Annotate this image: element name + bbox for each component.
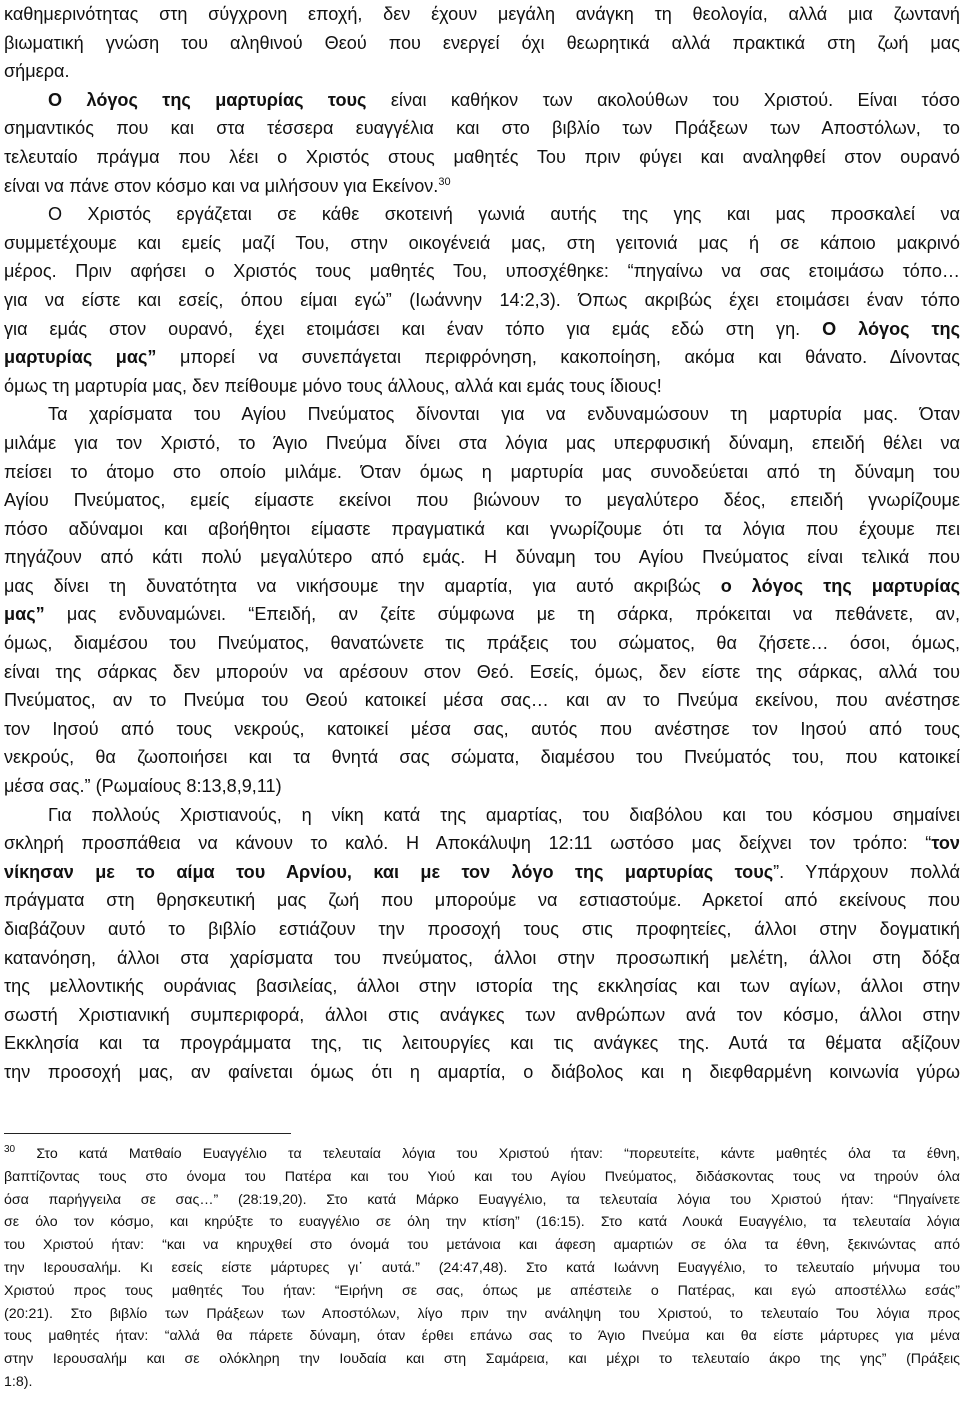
footnote: [4, 1143, 960, 1394]
text-span: για εμάς στον ουρανό, έχει ετοιμάσει και έναν τόπο για εμάς εδώ στη γη.: [4, 318, 823, 339]
text-span: είναι καθήκον των ακολούθων του Χριστού. Είναι τόσο: [366, 89, 960, 110]
text-line: κατανόηση, άλλοι στα χαρίσματα του πνεύματος, άλλοι στην προσωπική μελέτη, άλλοι στη δόξα: [4, 947, 960, 968]
bold-phrase: ο λόγος της μαρτυρίας: [720, 575, 960, 596]
bold-phrase: μαρτυρίας μας”: [4, 347, 157, 368]
text-line: είναι της σάρκας δεν μπορούν να αρέσουν στον Θεό. Εσείς, όμως, δεν είστε της σάρκας, αλλά του: [4, 661, 960, 682]
text-line: για να είστε και εσείς, όπου είμαι εγώ” (Ιωάννην 14:2,3). Όπως ακριβώς έχει ετοιμάσει έναν τόπο: [4, 289, 960, 310]
text-line: της μελλοντικής ουράνιας βασιλείας, άλλοι στην ιστορία της εκκλησίας και των αγίων, άλλοι στην: [4, 976, 960, 997]
text-line: [4, 172, 960, 201]
text-line: πράγματα στη θρησκευτική μας ζωή που μπορούμε να εστιαστούμε. Αρκετοί από εκείνους που: [4, 890, 960, 911]
footnote-number: 30: [4, 1144, 16, 1155]
text-line: Αγίου Πνεύματος, εμείς είμαστε εκείνοι που βιώνουν το μεγαλύτερο δέος, επειδή γνωρίζουμε: [4, 490, 960, 511]
text-line: συμμετέχουμε και εμείς μαζί Του, στην οικογένειά μας, στη γειτονιά μας ή σε κάποιο μακρινό: [4, 232, 960, 253]
footnote-line: (20:21). Στο βιβλίο των Πράξεων των Αποστόλων, λίγο πριν την ανάληψη του Χριστού, το τελευταίο Του λόγια προς: [4, 1305, 960, 1322]
footnote-line: βαπτίζοντας τους στο όνομα του Πατέρα και του Υιού και του Αγίου Πνεύματος, διδάσκοντας τους να τηρούν όλα: [4, 1168, 960, 1185]
text-span: μπορεί να συνεπάγεται περιφρόνηση, κακοποίηση, ακόμα και θάνατο. Δίνοντας: [156, 347, 960, 368]
text-line: σωστή Χριστιανική συμπεριφορά, άλλοι στις ανάγκες των ανθρώπων ανά τον κόσμο, άλλοι στην: [4, 1004, 960, 1025]
text-line: πείσει το άτομο στο οποίο μιλάμε. Όταν όμως η μαρτυρία μας συνοδεύεται από τη δύναμη του: [4, 461, 960, 482]
text-line: σήμερα.: [4, 61, 70, 82]
text-line: μέσα σας.” (Ρωμαίους 8:13,8,9,11): [4, 776, 282, 797]
bold-phrase: Ο λόγος της: [822, 318, 960, 339]
text-line: Για πολλούς Χριστιανούς, η νίκη κατά της αμαρτίας, του διαβόλου και του κόσμου σημαίνει: [48, 804, 960, 825]
footnote-line: σε όλο τον κόσμο, και κηρύξτε το ευαγγέλιο σε όλη την κτίση” (16:15). Στο κατά Λουκά Ευαγγέλιο, τα τελευταία λόγια: [4, 1214, 960, 1231]
footnote-line: 1:8).: [4, 1373, 33, 1390]
text-line: Πνεύματος, αν το Πνεύμα του Θεού κατοικεί μέσα σας… και αν το Πνεύμα εκείνου, που ανέστησε: [4, 690, 960, 711]
text-line: [4, 315, 960, 344]
bold-phrase: Ο λόγος της μαρτυρίας τους: [48, 89, 367, 110]
footnote-line: τους μαθητές ήταν: “αλλά θα πάρετε δύναμη, όταν έρθει επάνω σας το Άγιο Πνεύμα και θα είστε μάρτυρες για μένα: [4, 1328, 960, 1345]
text-line: πηγάζουν από κάτι πολύ μεγαλύτερο από εμάς. Η δύναμη του Αγίου Πνεύματος είναι τελικά που: [4, 547, 960, 568]
text-line: την προσοχή μας, αν φαίνεται όμως ότι η αμαρτία, ο διάβολος και η διεφθαρμένη κοινωνία γύρω: [4, 1061, 960, 1082]
footnote-line: στην Ιερουσαλήμ και σε ολόκληρη την Ιουδαία και στη Σαμάρεια, και μέχρι το τελευταίο άκρο της γης” (Πράξεις: [4, 1351, 960, 1368]
bold-phrase: τον: [931, 833, 960, 854]
text-line: [4, 572, 960, 601]
footnote-line: όσα παρήγγειλα σε σας…” (28:19,20). Στο κατά Μάρκο Ευαγγέλιο, τα τελευταία λόγια του Χριστού ήταν: “Πηγαίνετε: [4, 1191, 960, 1208]
text-line: τον Ιησού από τους νεκρούς, κατοικεί μέσα σας, αυτός που ανέστησε τον Ιησού από τους: [4, 718, 960, 739]
text-line: τελευταίο πράγμα που λέει ο Χριστός στους μαθητές Του πριν φύγει και αναληφθεί στον ουρανό: [4, 146, 960, 167]
text-line: [4, 829, 960, 858]
text-line: Εκκλησία και τα προγράμματα της, τις λειτουργίες και τις ανάγκες της. Αυτά τα θέματα αξίζουν: [4, 1033, 960, 1054]
footnote-line: του Χριστού ήταν: “και να κηρυχθεί στο όνομά του μετάνοια και άφεση αμαρτιών σε όλα τα έθνη, ξεκινώντας από: [4, 1237, 960, 1254]
text-line: όμως τη μαρτυρία μας, δεν πείθουμε μόνο τους άλλους, αλλά και εμάς τους ίδιους!: [4, 375, 662, 396]
footnote-line: την Ιερουσαλήμ. Κι εσείς είστε μάρτυρες γι᾽ αυτά.” (24:47,48). Στο κατά Ιωάννη Ευαγγέλιο, το τελευταίο μήνυμα του: [4, 1259, 960, 1276]
bold-phrase: μας”: [4, 604, 45, 625]
text-line: σημαντικός που και στα τέσσερα ευαγγέλια και στο βιβλίο των Πράξεων των Αποστόλων, το: [4, 118, 960, 139]
text-line: βιωματική γνώση του αληθινού Θεού που ενεργεί όχι θεωρητικά αλλά πρακτικά στη ζωή μας: [4, 32, 960, 53]
text-span: μας ενδυναμώνει. “Επειδή, αν ζείτε σύμφωνα με τη σάρκα, πρόκειται να πεθάνετε, αν,: [44, 604, 960, 625]
main-text: [4, 0, 960, 1087]
text-span: ”. Υπάρχουν πολλά: [773, 861, 960, 882]
text-line: [4, 86, 960, 115]
text-line: όμως, διαμέσου του Πνεύματος, θανατώνετε τις πράξεις του σώματος, θα ζήσετε… όσοι, όμως,: [4, 633, 960, 654]
text-span: σκληρή προσπάθεια να κάνουν το καλό. Η Αποκάλυψη 12:11 ωστόσο μας δείχνει τον τρόπο: “: [4, 833, 932, 854]
text-line: [4, 343, 960, 372]
text-line: Τα χαρίσματα του Αγίου Πνεύματος δίνονται για να ενδυναμώσουν τη μαρτυρία μας. Όταν: [48, 404, 960, 425]
text-line: [4, 600, 960, 629]
text-line: μέρος. Πριν αφήσει ο Χριστός τους μαθητές Του, υποσχέθηκε: “πηγαίνω να σας ετοιμάσω τόπο…: [4, 261, 960, 282]
footnote-line: [4, 1143, 960, 1166]
footnote-separator: [4, 1133, 291, 1134]
text-line: μιλάμε για τον Χριστό, το Άγιο Πνεύμα δίνει στα λόγια μας υπερφυσική δύναμη, επειδή θέλει να: [4, 432, 960, 453]
text-line: νεκρούς, θα ζωοποιήσει και τα θνητά σας σώματα, διαμέσου του Πνεύματός του, που κατοικεί: [4, 747, 960, 768]
text-span: είναι να πάνε στον κόσμο και να μιλήσουν για Εκείνον.: [4, 175, 439, 196]
footnote-ref[interactable]: 30: [438, 175, 451, 188]
text-line: πόσο αδύναμοι και αβοήθητοι είμαστε πραγματικά και γνωρίζουμε ότι τα λόγια που έχουμε πει: [4, 518, 960, 539]
text-line: διαβάζουν αυτό το βιβλίο εστιάζουν την προσοχή τους στις προφητείες, άλλοι στην δογματική: [4, 919, 960, 939]
text-span: Στο κατά Ματθαίο Ευαγγέλιο τα τελευταία λόγια του Χριστού ήταν: “πορευτείτε, κάντε μαθητές όλα τα έθνη,: [36, 1146, 960, 1162]
footnote-line: Χριστού προς τους μαθητές Του ήταν: “Ειρήνη σε σας, όπως με απέστειλε ο Πατέρας, και εγώ αποστέλλω εσάς”: [4, 1282, 960, 1299]
text-line: καθημερινότητας στη σύγχρονη εποχή, δεν έχουν μεγάλη ανάγκη τη θεολογία, αλλά μια ζωντανή: [4, 4, 960, 24]
text-line: Ο Χριστός εργάζεται σε κάθε σκοτεινή γωνιά αυτής της γης και μας προσκαλεί να: [48, 204, 960, 225]
text-line: [4, 858, 960, 887]
bold-phrase: νίκησαν με το αίμα του Αρνίου, και με τον λόγο της μαρτυρίας τους: [4, 861, 774, 882]
text-span: μας δίνει τη δυνατότητα να νικήσουμε την αμαρτία, για αυτό ακριβώς: [4, 575, 721, 596]
